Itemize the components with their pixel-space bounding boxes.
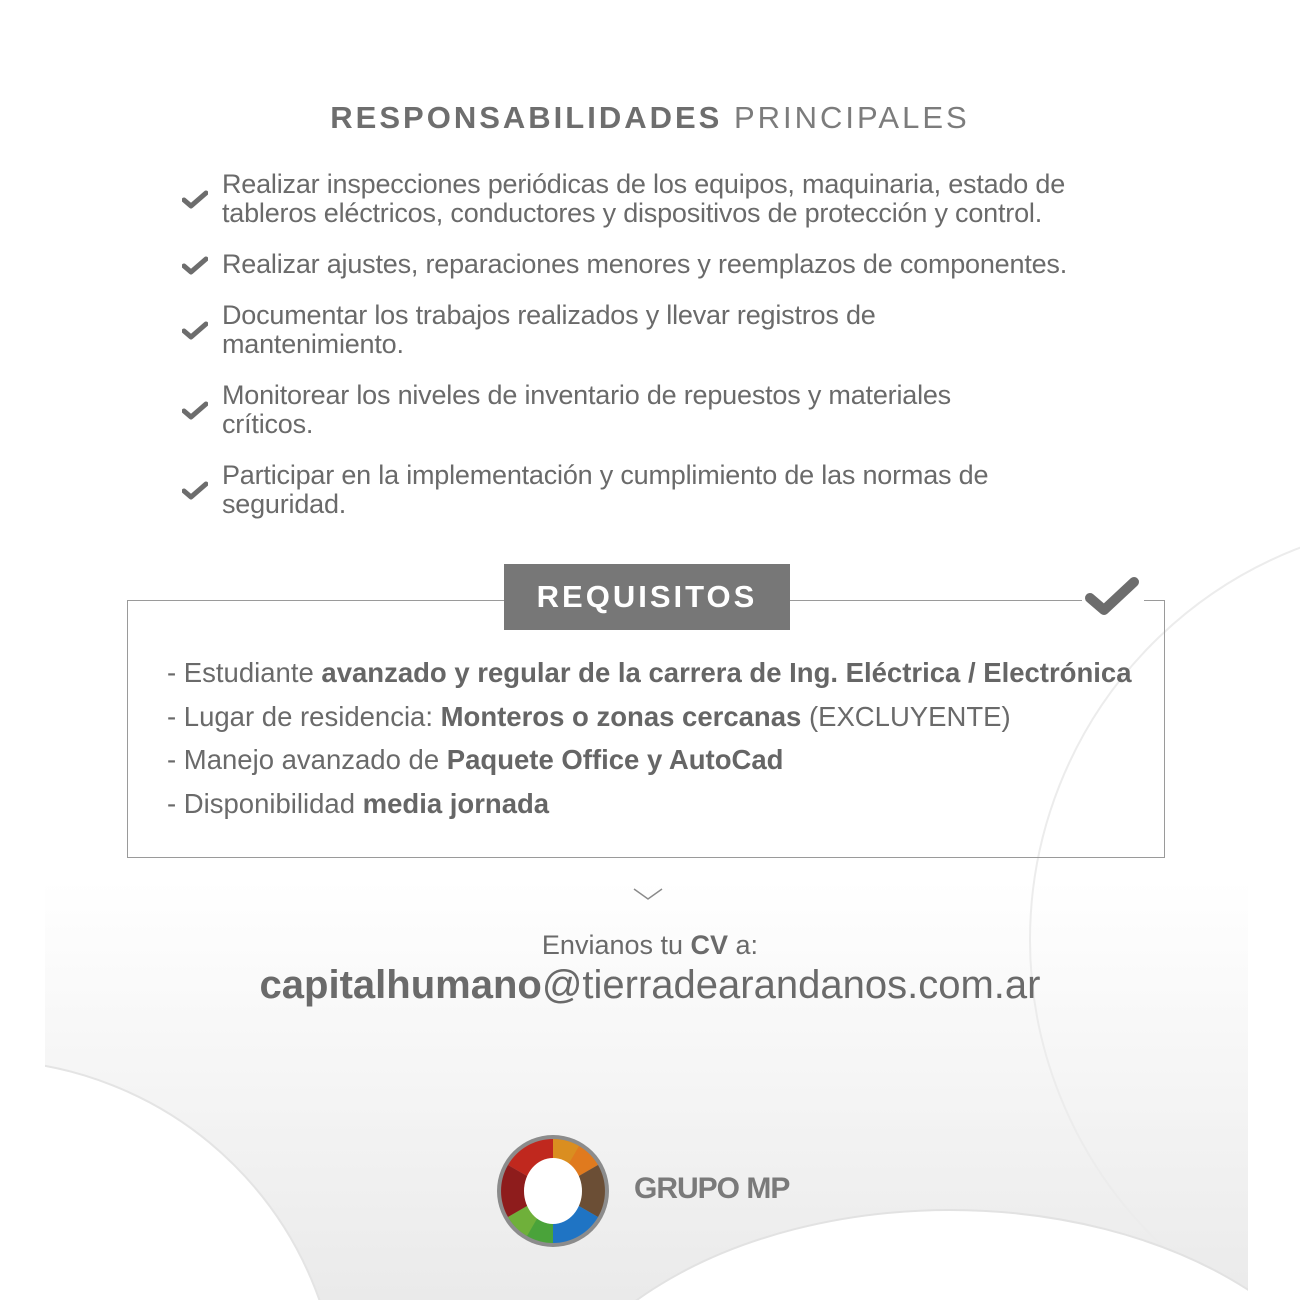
requirement-item bbox=[167, 695, 1157, 739]
requirement-bold: media jornada bbox=[362, 787, 550, 819]
email-domain: @tierradearandanos.com.ar bbox=[541, 963, 1041, 1007]
list-item bbox=[182, 250, 1142, 279]
requirement-prefix: - Lugar de residencia: bbox=[167, 700, 441, 732]
list-item-text: Realizar ajustes, reparaciones menores y reemplazos de componentes. bbox=[222, 249, 1068, 279]
title-light: PRINCIPALES bbox=[733, 100, 970, 135]
list-item-text: Participar en la implementación y cumplimiento de las normas de seguridad. bbox=[222, 460, 989, 519]
requirement-suffix: (EXCLUYENTE) bbox=[801, 700, 1011, 732]
contact-cta bbox=[0, 930, 1300, 961]
check-icon bbox=[182, 320, 222, 340]
brand-name: GRUPO MP bbox=[634, 1172, 790, 1205]
responsibilities-list bbox=[182, 170, 1142, 541]
list-item-text: Monitorear los niveles de inventario de repuestos y materiales críticos. bbox=[222, 380, 951, 439]
section-title bbox=[0, 100, 1300, 136]
list-item-text: Documentar los trabajos realizados y llevar registros de mantenimiento. bbox=[222, 300, 876, 359]
requirement-item bbox=[167, 738, 1157, 782]
contact-cv: CV bbox=[690, 930, 729, 960]
requirement-prefix: - Estudiante bbox=[167, 657, 322, 688]
requirement-item bbox=[167, 782, 1157, 826]
chevron-down-icon bbox=[632, 886, 664, 907]
requirement-prefix: - Disponibilidad bbox=[167, 787, 363, 819]
requirement-item bbox=[167, 651, 1157, 695]
requirement-bold: Paquete Office y AutoCad bbox=[446, 744, 784, 775]
email-user: capitalhumano bbox=[259, 963, 542, 1007]
contact-suffix: a: bbox=[728, 930, 759, 960]
requirements-label: REQUISITOS bbox=[504, 564, 790, 630]
list-item bbox=[182, 170, 1142, 228]
requirement-bold: Monteros o zonas cercanas bbox=[440, 700, 802, 732]
check-icon bbox=[182, 400, 222, 420]
list-item bbox=[182, 461, 1142, 519]
contact-email[interactable] bbox=[0, 963, 1300, 1008]
list-item bbox=[182, 301, 1142, 359]
title-bold: RESPONSABILIDADES bbox=[330, 100, 723, 135]
check-icon bbox=[182, 480, 222, 500]
check-icon bbox=[182, 189, 222, 209]
check-icon bbox=[182, 255, 222, 275]
requirement-bold: avanzado y regular de la carrera de Ing. Eléctrica / Electrónica bbox=[321, 657, 1132, 688]
requirement-prefix: - Manejo avanzado de bbox=[167, 744, 447, 775]
requirements-list bbox=[167, 651, 1157, 825]
list-item-text: Realizar inspecciones periódicas de los equipos, maquinaria, estado de tableros eléctricos, conductores y dispositivos de protección y control. bbox=[222, 169, 1066, 228]
list-item bbox=[182, 381, 1142, 439]
contact-prefix: Envianos tu bbox=[541, 930, 691, 960]
check-icon bbox=[1082, 572, 1144, 620]
grupo-mp-logo-icon bbox=[494, 1132, 612, 1250]
